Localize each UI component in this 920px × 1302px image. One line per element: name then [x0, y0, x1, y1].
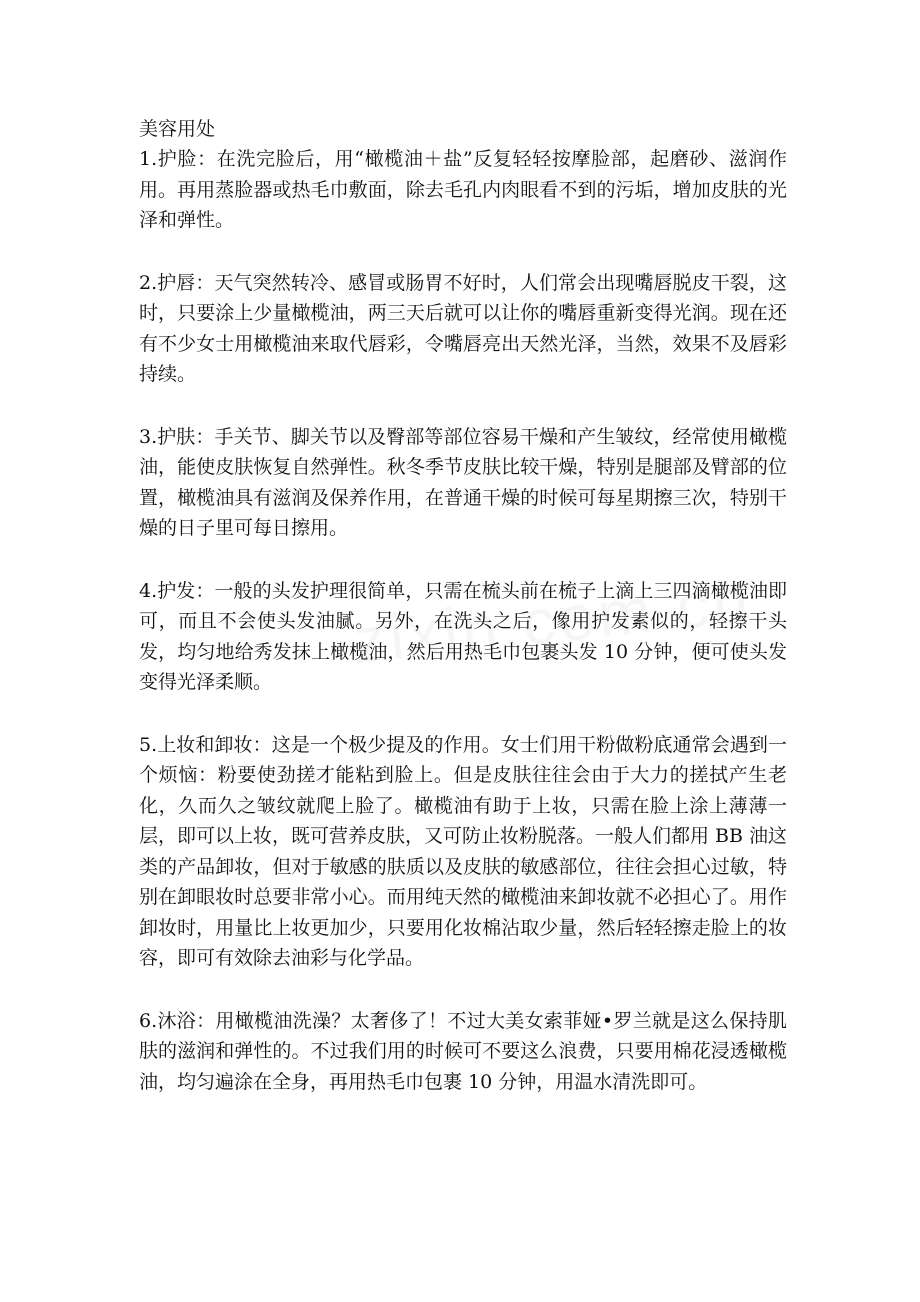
- paragraph-skin-care: 3.护肤：手关节、脚关节以及臀部等部位容易干燥和产生皱纹，经常使用橄榄油，能使皮肤恢复自然弹性。秋冬季节皮肤比较干燥，特别是腿部及臂部的位置，橄榄油具有滋润及保养作用，在普通干燥的时候可每星期擦三次，特别干燥的日子里可每日擦用。: [139, 425, 787, 539]
- paragraph-bathing: 6.沐浴：用橄榄油洗澡？太奢侈了！不过大美女索菲娅•罗兰就是这么保持肌肤的滋润和弹性的。不过我们用的时候可不要这么浪费，只要用棉花浸透橄榄油，均匀遍涂在全身，再用热毛巾包裹 10 分钟，用温水清洗即可。: [139, 1009, 787, 1093]
- paragraph-makeup: 5.上妆和卸妆：这是一个极少提及的作用。女士们用干粉做粉底通常会遇到一个烦恼：粉要使劲搓才能粘到脸上。但是皮肤往往会由于大力的搓拭产生老化，久而久之皱纹就爬上脸了。橄榄油有助于上妆，只需在脸上涂上薄薄一层，即可以上妆，既可营养皮肤，又可防止妆粉脱落。一般人们都用 BB 油这类的产品卸妆，但对于敏感的肤质以及皮肤的敏感部位，往往会担心过敏，特别在卸眼妆时总要非常小心。而用纯天然的橄榄油来卸妆就不必担心了。用作卸妆时，用量比上妆更加少，只要用化妆棉沾取少量，然后轻轻擦走脸上的妆容，即可有效除去油彩与化学品。: [139, 733, 788, 969]
- paragraph-face-care: 1.护脸：在洗完脸后，用“橄榄油＋盐”反复轻轻按摩脸部，起磨砂、滋润作用。再用蒸脸器或热毛巾敷面，除去毛孔内肉眼看不到的污垢，增加皮肤的光泽和弹性。: [139, 148, 787, 231]
- section-heading: 美容用处: [139, 118, 216, 140]
- paragraph-lip-care: 2.护唇：天气突然转冷、感冒或肠胃不好时，人们常会出现嘴唇脱皮干裂，这时，只要涂上少量橄榄油，两三天后就可以让你的嘴唇重新变得光润。现在还有不少女士用橄榄油来取代唇彩，令嘴唇亮出天然光泽，当然，效果不及唇彩持续。: [139, 271, 787, 385]
- document-body: [139, 114, 787, 1129]
- paragraph-hair-care: 4.护发：一般的头发护理很简单，只需在梳头前在梳子上滴上三四滴橄榄油即可，而且不会使头发油腻。另外，在洗头之后，像用护发素似的，轻擦干头发，均匀地给秀发抹上橄榄油，然后用热毛巾包裹头发 10 分钟，便可使头发变得光泽柔顺。: [139, 579, 787, 693]
